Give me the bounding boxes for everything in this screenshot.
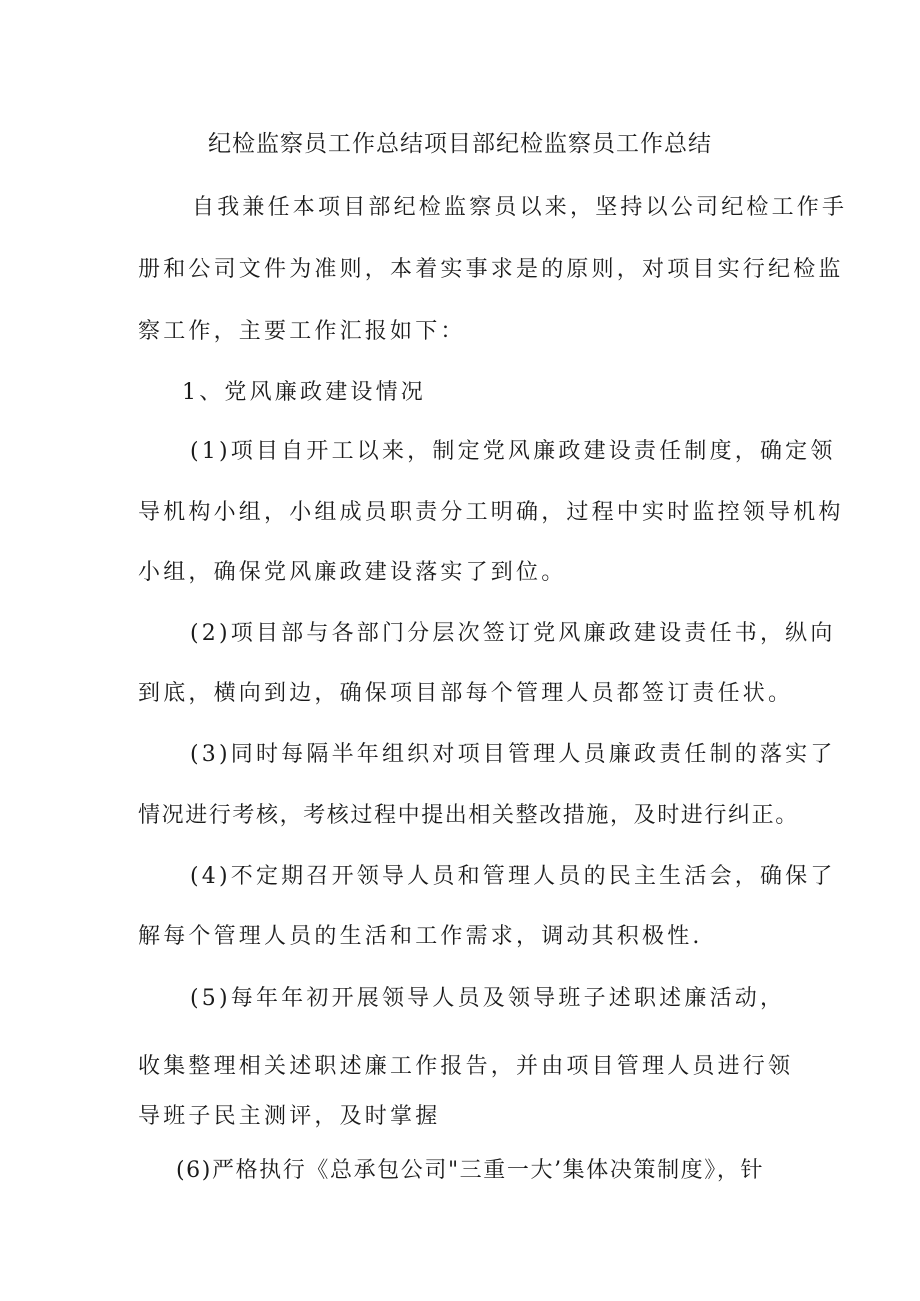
intro-line-1: 自我兼任本项目部纪检监察员以来，坚持以公司纪检工作手 xyxy=(192,195,848,220)
item-2-line-1: (2)项目部与各部门分层次签订党风廉政建设责任书，纵向 xyxy=(190,621,836,646)
item-2-line-2: 到底，横向到边，确保项目部每个管理人员都签订责任状。 xyxy=(138,681,794,706)
item-5-line-2: 收集整理相关述职述廉工作报告，并由项目管理人员进行领 xyxy=(138,1054,794,1079)
item-4-line-1: (4)不定期召开领导人员和管理人员的民主生活会，确保了 xyxy=(190,864,836,889)
item-5-line-1: (5)每年年初开展领导人员及领导班子述职述廉活动， xyxy=(190,986,786,1011)
item-1-line-3: 小组，确保党风廉政建设落实了到位。 xyxy=(138,560,567,585)
document-title: 纪检监察员工作总结项目部纪检监察员工作总结 xyxy=(208,131,712,157)
item-3-line-1: (3)同时每隔半年组织对项目管理人员廉政责任制的落实了 xyxy=(190,742,836,767)
item-6-line-1: (6)严格执行《总承包公司"三重一大’集体决策制度》，针 xyxy=(176,1158,765,1183)
item-5-line-3: 导班子民主测评，及时掌握 xyxy=(138,1104,441,1129)
item-3-line-2: 情况进行考核，考核过程中提出相关整改措施，及时进行纠正。 xyxy=(138,803,799,828)
item-1-line-2: 导机构小组，小组成员职责分工明确，过程中实时监控领导机构 xyxy=(138,500,844,525)
section-heading: 1、党风廉政建设情况 xyxy=(182,380,426,405)
intro-line-2: 册和公司文件为准则，本着实事求是的原则，对项目实行纪检监 xyxy=(138,257,844,282)
item-1-line-1: (1)项目自开工以来，制定党风廉政建设责任制度，确定领 xyxy=(190,439,836,464)
intro-line-3: 察工作，主要工作汇报如下： xyxy=(138,319,466,344)
item-4-line-2: 解每个管理人员的生活和工作需求，调动其积极性. xyxy=(138,924,703,949)
